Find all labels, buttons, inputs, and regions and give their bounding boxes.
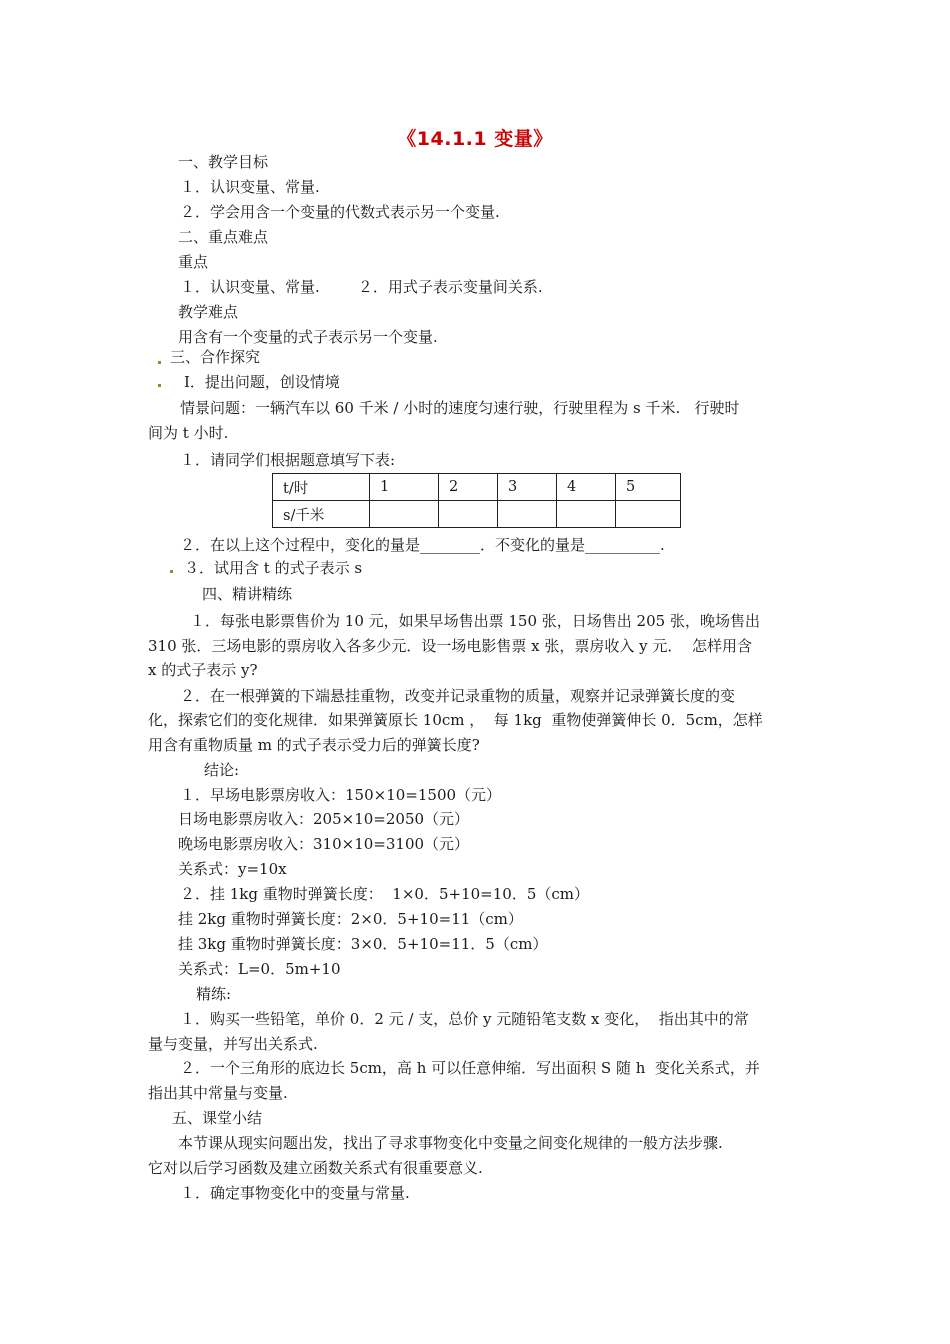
example-1-line-1: １．每张电影票售价为 10 元，如果早场售出票 150 张，日场售出 205 张，晚场售出 bbox=[190, 612, 760, 630]
table-header-cell: 2 bbox=[439, 474, 498, 501]
conclusion-line: ２．挂 1kg 重物时弹簧长度： 1×0．5+10=10．5（cm） bbox=[180, 885, 589, 903]
conclusion-line: 晚场电影票房收入：310×10=3100（元） bbox=[178, 835, 470, 853]
scenario-line-2: 间为 t 小时. bbox=[148, 424, 229, 442]
exercise-1-line-2: 量与变量，并写出关系式. bbox=[148, 1035, 318, 1053]
conclusion-label: 结论: bbox=[204, 761, 240, 779]
difficulty-label: 教学难点 bbox=[178, 303, 239, 321]
summary-line-1: 本节课从现实问题出发，找出了寻求事物变化中变量之间变化规律的一般方法步骤. bbox=[178, 1134, 723, 1152]
stray-mark bbox=[158, 384, 161, 387]
table-cell-blank bbox=[370, 501, 439, 528]
question-1: １．请同学们根据题意填写下表: bbox=[180, 451, 396, 469]
difficulty-text: 用含有一个变量的式子表示另一个变量. bbox=[178, 328, 438, 346]
example-1-line-2: 310 张．三场电影的票房收入各多少元．设一场电影售票 x 张，票房收入 y 元． 怎样用含 bbox=[148, 637, 752, 655]
key-point-label: 重点 bbox=[178, 253, 209, 271]
exercise-2-line-1: ２．一个三角形的底边长 5cm，高 h 可以任意伸缩．写出面积 S 随 h 变化关系式，并 bbox=[180, 1059, 760, 1077]
example-2-line-2: 化，探索它们的变化规律．如果弹簧原长 10cm ， 每 1kg 重物使弹簧伸长 0．5cm，怎样 bbox=[148, 711, 763, 729]
exercise-1-line-1: １．购买一些铅笔，单价 0．2 元 / 支，总价 y 元随铅笔支数 x 变化， 指出其中的常 bbox=[180, 1010, 749, 1028]
conclusion-line: 关系式：L=0．5m+10 bbox=[178, 960, 341, 978]
table-header-cell: t/时 bbox=[273, 474, 370, 501]
conclusion-line: 挂 2kg 重物时弹簧长度：2×0．5+10=11（cm） bbox=[178, 910, 523, 928]
section-heading-goals: 一、教学目标 bbox=[178, 153, 269, 171]
section-heading-lecture: 四、精讲精练 bbox=[202, 585, 293, 603]
conclusion-line: 日场电影票房收入：205×10=2050（元） bbox=[178, 810, 470, 828]
scenario-line-1: 情景问题：一辆汽车以 60 千米 / 小时的速度匀速行驶，行驶里程为 s 千米. 行驶时 bbox=[180, 399, 740, 417]
summary-item-1: １．确定事物变化中的变量与常量. bbox=[180, 1184, 410, 1202]
stray-mark bbox=[158, 361, 161, 364]
conclusion-line: 关系式：y=10x bbox=[178, 860, 287, 878]
question-2: ２．在以上这个过程中，变化的量是________．不变化的量是__________. bbox=[180, 536, 665, 554]
section-heading-key-points: 二、重点难点 bbox=[178, 228, 269, 246]
example-2-line-1: ２．在一根弹簧的下端悬挂重物，改变并记录重物的质量，观察并记录弹簧长度的变 bbox=[180, 687, 736, 705]
table-cell-blank bbox=[498, 501, 557, 528]
table-header-cell: 1 bbox=[370, 474, 439, 501]
goal-item-1: １．认识变量、常量. bbox=[180, 178, 320, 196]
conclusion-line: 挂 3kg 重物时弹簧长度：3×0．5+10=11．5（cm） bbox=[178, 935, 548, 953]
section-heading-explore: 三、合作探究 bbox=[170, 348, 261, 366]
section-heading-summary: 五、课堂小结 bbox=[172, 1109, 263, 1127]
subsection-raise-question: Ⅰ．提出问题，创设情境 bbox=[184, 373, 340, 391]
stray-mark bbox=[170, 570, 173, 573]
table-cell-blank bbox=[557, 501, 616, 528]
table-cell-blank bbox=[439, 501, 498, 528]
table-cell-blank bbox=[616, 501, 681, 528]
goal-item-2: ２．学会用含一个变量的代数式表示另一个变量. bbox=[180, 203, 500, 221]
question-3: ３．试用含 t 的式子表示 s bbox=[184, 559, 363, 577]
practice-label: 精练: bbox=[196, 985, 232, 1003]
fill-in-table bbox=[272, 473, 681, 528]
conclusion-line: １．早场电影票房收入：150×10=1500（元） bbox=[180, 786, 502, 804]
summary-line-2: 它对以后学习函数及建立函数关系式有很重要意义. bbox=[148, 1159, 483, 1177]
example-1-line-3: x 的式子表示 y? bbox=[148, 661, 258, 679]
example-2-line-3: 用含有重物质量 m 的式子表示受力后的弹簧长度? bbox=[148, 736, 480, 754]
table-header-cell: 3 bbox=[498, 474, 557, 501]
table-header-cell: 5 bbox=[616, 474, 681, 501]
exercise-2-line-2: 指出其中常量与变量. bbox=[148, 1084, 288, 1102]
document-title: 《14.1.1 变量》 bbox=[397, 128, 553, 150]
table-row bbox=[273, 474, 681, 501]
table-row bbox=[273, 501, 681, 528]
table-cell: s/千米 bbox=[273, 501, 370, 528]
table-header-cell: 4 bbox=[557, 474, 616, 501]
key-point-items: １．认识变量、常量. ２．用式子表示变量间关系. bbox=[180, 278, 543, 296]
